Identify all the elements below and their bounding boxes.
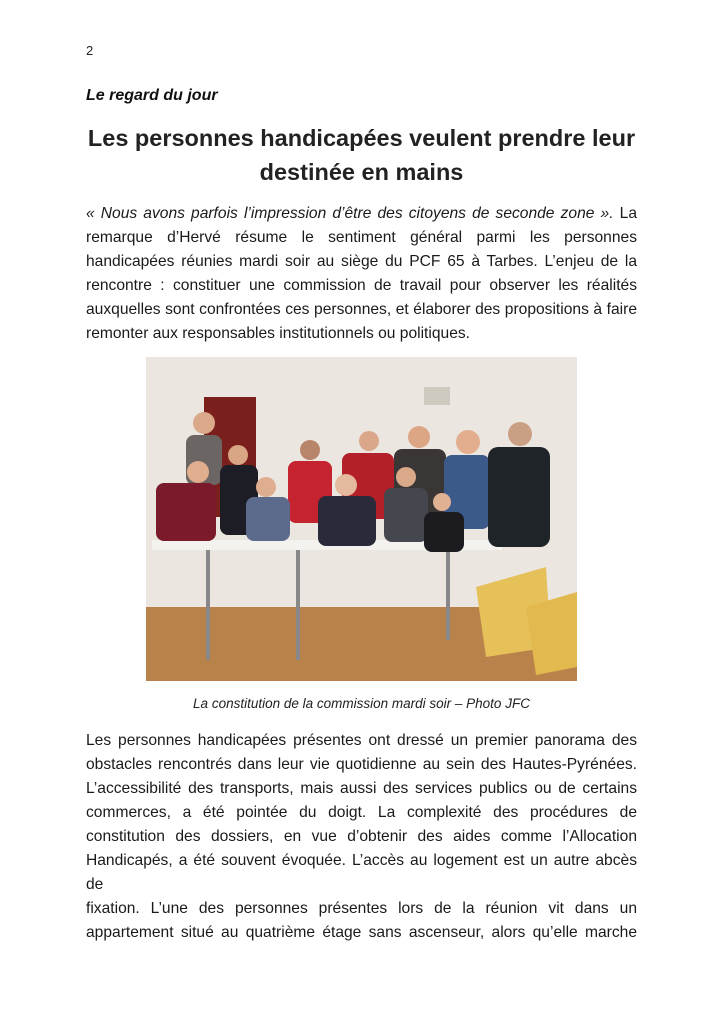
group-photo-illustration [146, 357, 577, 681]
photo-table-leg-2 [296, 550, 300, 660]
body-line-7: fixation. L’une des personnes présentes lors de la réunion vit dans un [86, 900, 637, 917]
intro-line-3: handicapées réunies mardi soir au siège du PCF 65 à Tarbes. L’enjeu de la [86, 253, 637, 270]
body-line-8: appartement situé au quatrième étage sans ascenseur, alors qu’elle marche [86, 924, 637, 941]
body-line-2: obstacles rencontrés dans leur vie quotidienne au sein des Hautes-Pyrénées. [86, 756, 637, 773]
title-line-1: Les personnes handicapées veulent prendre leur [87, 125, 636, 151]
photo-table-leg-3 [446, 550, 450, 640]
page-number: 2 [86, 43, 94, 58]
intro-line-6: remonter aux responsables institutionnels ou politiques. [86, 325, 471, 342]
intro-line-1-tail: La [613, 205, 637, 222]
section-label: Le regard du jour [86, 87, 218, 104]
body-line-3: L’accessibilité des transports, mais aussi des services publics ou de certains [86, 780, 637, 797]
intro-paragraph [86, 202, 637, 346]
intro-quote: « Nous avons parfois l’impression d’être des citoyens de seconde zone ». [86, 205, 614, 222]
intro-line-1 [86, 202, 637, 226]
intro-line-2: remarque d’Hervé résume le sentiment général parmi les personnes [86, 229, 637, 246]
photo-caption: La constitution de la commission mardi soir – Photo JFC [193, 696, 530, 711]
body-line-6: Handicapés, a été souvent évoquée. L’accès au logement est un autre abcès de [86, 852, 637, 893]
body-line-4: commerces, a été pointée du doigt. La complexité des procédures de [86, 804, 637, 821]
body-line-1: Les personnes handicapées présentes ont dressé un premier panorama des [86, 732, 637, 749]
article-title [86, 121, 637, 189]
photo-table-leg-1 [206, 550, 210, 660]
intro-line-4: rencontre : constituer une commission de travail pour observer les réalités [86, 277, 637, 294]
intro-line-5: auxquelles sont confrontées ces personnes, et élaborer des propositions à faire [86, 301, 637, 318]
group-photo [146, 357, 577, 681]
body-paragraph [86, 729, 637, 945]
title-line-2: destinée en mains [259, 159, 464, 185]
body-line-5: constitution des dossiers, en vue d’obtenir des aides comme l’Allocation [86, 828, 637, 845]
photo-wall-box [424, 387, 450, 405]
